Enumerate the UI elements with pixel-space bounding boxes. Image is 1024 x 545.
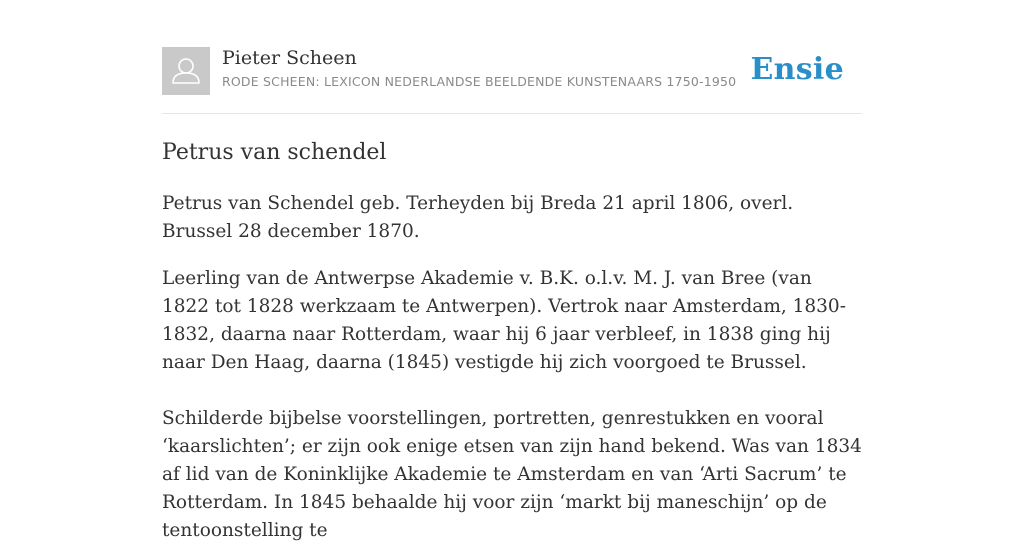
article-paragraph: Leerling van de Antwerpse Akademie v. B.K. o.l.v. M. J. van Bree (van 1822 tot 1828 werkzaam te Antwerpen). Vertrok naar Amsterdam, 1830-1832, daarna naar Rotterdam, waar hij 6 jaar verbleef, in 1838 ging hij naar Den Haag, daarna (1845) vestigde hij zich voorgoed te Brussel. (162, 268, 846, 373)
author-avatar[interactable] (162, 47, 210, 95)
user-silhouette-icon (162, 47, 210, 95)
article-paragraph: Schilderde bijbelse voorstellingen, portretten, genrestukken en vooral ‘kaarslichten’; er zijn ook enige etsen van zijn hand bekend. Was van 1834 af lid van de Koninklijke Akademie te Amsterdam en van ‘Arti Sacrum’ te Rotterdam. In 1845 behaalde hij voor zijn ‘markt bij maneschijn’ op de tentoonstelling te (162, 408, 862, 541)
article-header (162, 44, 862, 114)
author-source: RODE SCHEEN: LEXICON NEDERLANDSE BEELDENDE KUNSTENAARS 1750-1950 (222, 74, 737, 89)
article-title: Petrus van schendel (162, 140, 387, 165)
article-paragraph: Petrus van Schendel geb. Terheyden bij Breda 21 april 1806, overl. Brussel 28 december 1870. (162, 193, 794, 242)
author-name[interactable]: Pieter Scheen (222, 47, 357, 69)
article-body (162, 138, 862, 545)
ensie-logo[interactable]: Ensie (750, 52, 844, 87)
